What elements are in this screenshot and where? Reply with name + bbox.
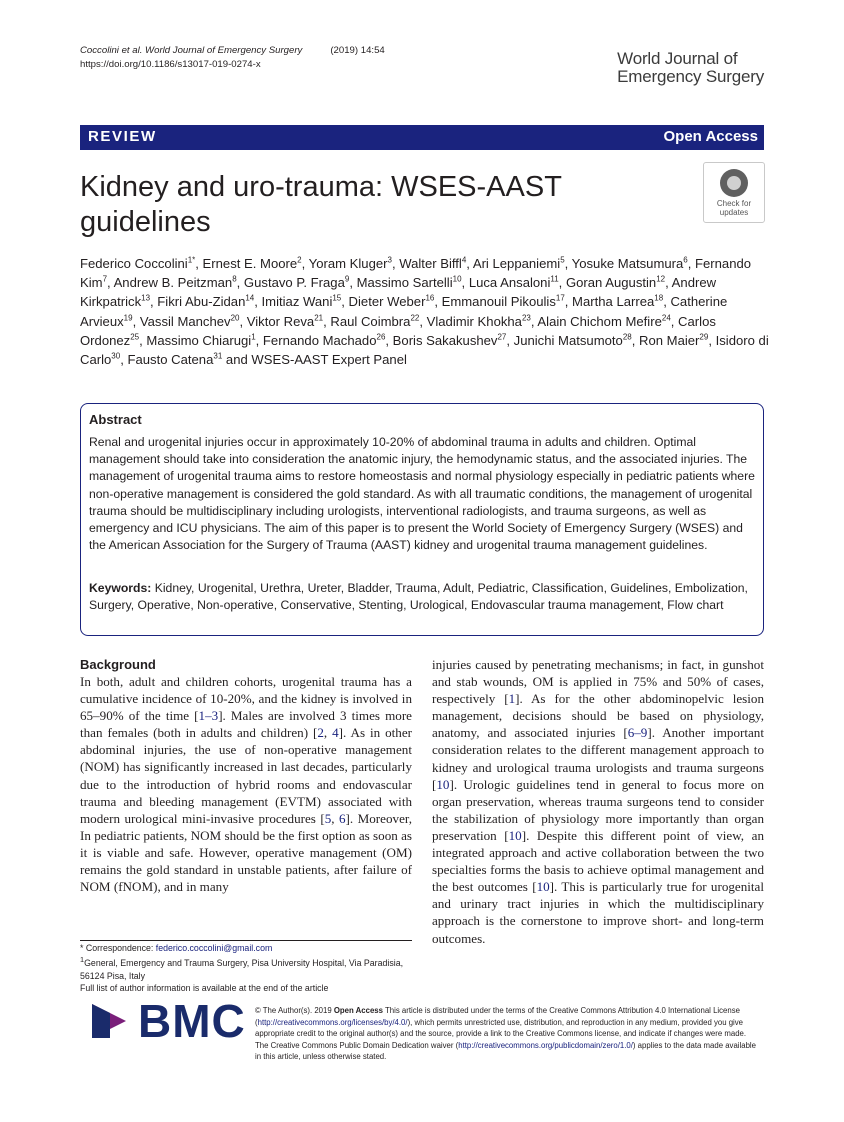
bmc-wordmark: BMC	[138, 995, 246, 1047]
bmc-mark-icon	[90, 1002, 128, 1040]
abstract-text: Renal and urogenital injuries occur in approximately 10-20% of abdominal trauma in adults and children. Optimal management should take into consideration the anatomic injury, the hemodynamic status, and the associated injuries. The management of urogenital trauma aims to restore homeostasis and normal physiology especially in pediatric patients where non-operative management is considered the gold standard. As with all traumatic conditions, the management of urogenital trauma should be multidisciplinary including urologists, interventional radiologists, and trauma surgeons, as well as emergency and ICU physicians. The aim of this paper is to present the World Society of Emergency Surgery (WSES) and the American Association for the Surgery of Trauma (AAST) kidney and urogenital trauma management guidelines.	[89, 435, 755, 553]
journal-logo-line1: World Journal of	[617, 49, 738, 68]
check-for-updates-button[interactable]	[703, 162, 765, 223]
footnote-divider	[80, 940, 412, 941]
bmc-logo	[90, 995, 246, 1047]
year-volume: (2019) 14:54	[330, 45, 385, 56]
check-updates-line1: Check for	[716, 199, 752, 208]
abstract-heading: Abstract	[89, 412, 142, 427]
open-access-label: Open Access	[663, 128, 758, 145]
body-column-right: injuries caused by penetrating mechanisms; in fact, in gunshot and stab wounds, OM is applied in 75% and 50% of cases, respectively [1]. As for the other abdominopelvic lesion management, decisions should be based on physiology, anatomy, and associated injuries [6–9]. Another important consideration relates to the different management approach to kidney and urological trauma urologists and trauma surgeons [10]. Urologic guidelines tend in general to focus more on organ preservation, whereas trauma surgeons tend to consider the stabilization of physiology more importantly than organ preservation [10]. Despite this different point of view, an integrated approach and active collaboration between the two specialties forms the basis to achieve optimal management and the best outcomes [10]. This is particularly true for urogenital and urinary tract injuries in which the multidisciplinary approach is the cornerstone to improve short- and long-term outcomes.	[432, 657, 765, 946]
citation: Coccolini et al. World Journal of Emergency Surgery	[80, 45, 303, 56]
keywords-list: Kidney, Urogenital, Urethra, Ureter, Bladder, Trauma, Adult, Pediatric, Classification, Guidelines, Embolization, Surgery, Operative, Non-operative, Conservative, Stenting, Urological, Endovascular trauma management, Flow chart	[89, 581, 748, 613]
journal-logo	[617, 50, 764, 86]
correspondence-footnote: * Correspondence: federico.coccolini@gmail.com $^1$General, Emergency and Trauma Surgery, Pisa University Hospital, Via Paradisia, 56124 Pisa, Italy Full list of author information is available at the end of the article	[80, 943, 404, 993]
article-title: Kidney and uro-trauma: WSES-AAST guidelines	[80, 171, 562, 238]
doi-link[interactable]: https://doi.org/10.1186/s13017-019-0274-x	[80, 59, 261, 70]
license-text: © The Author(s). 2019 Open Access This article is distributed under the terms of the Creative Commons Attribution 4.0 International License (http://creativecommons.org/licenses/by/4.0/), which permits unrestricted use, distribution, and reproduction in any medium, provided you give appropriate credit to the original author(s) and the source, provide a link to the Creative Commons license, and indicate if changes were made. The Creative Commons Public Domain Dedication waiver (http://creativecommons.org/publicdomain/zero/1.0/) applies to the data made available in this article, unless otherwise stated.	[255, 1006, 756, 1062]
article-type: REVIEW	[88, 128, 157, 145]
author-list: Federico Coccolini$^{1*}$, Ernest E. Moore$^2$, Yoram Kluger$^3$, Walter Biffl$^4$, Ari Leppaniemi$^5$, Yosuke Matsumura$^6$, Fernando Kim$^7$, Andrew B. Peitzman$^8$, Gustavo P. Fraga$^9$, Massimo Sartelli$^{10}$, Luca Ansaloni$^{11}$, Goran Augustin$^{12}$, Andrew Kirkpatrick$^{13}$, Fikri Abu-Zidan$^{14}$, Imitiaz Wani$^{15}$, Dieter Weber$^{16}$, Emmanouil Pikoulis$^{17}$, Martha Larrea$^{18}$, Catherine Arvieux$^{19}$, Vassil Manchev$^{20}$, Viktor Reva$^{21}$, Raul Coimbra$^{22}$, Vladimir Khokha$^{23}$, Alain Chichom Mefire$^{24}$, Carlos Ordonez$^{25}$, Massimo Chiarugi$^1$, Fernando Machado$^{26}$, Boris Sakakushev$^{27}$, Junichi Matsumoto$^{28}$, Ron Maier$^{29}$, Isidoro di Carlo$^{30}$, Fausto Catena$^{31}$ and WSES-AAST Expert Panel	[80, 255, 769, 368]
check-updates-line2: updates	[719, 208, 749, 217]
check-for-updates-label	[704, 199, 764, 217]
journal-logo-line2: Emergency Surgery	[617, 67, 764, 86]
paragraph-left: In both, adult and children cohorts, urogenital trauma has a cumulative incidence of 10-20%, and the kidney is involved in 65–90% of the time [1–3]. Males are involved 3 times more than females (both in adults and children) [2, 4]. As in other abdominal injuries, the use of non-operative management (NOM) has significantly increased in last decades, particularly due to the introduction of hybrid rooms and endovascular trauma and bleeding management (EVTM) associated with modern urological mini-invasive procedures [5, 6]. Moreover, In pediatric patients, NOM should be the first option as soon as it is viable and safe. However, operative management (OM) remains the gold standard in unstable patients, after failure of NOM (fNOM), and in many	[80, 674, 413, 895]
keywords	[89, 580, 757, 614]
section-heading-background: Background	[80, 657, 156, 672]
header-meta	[80, 44, 385, 72]
body-column-left	[80, 656, 412, 895]
crossmark-icon	[720, 169, 748, 197]
article-type-banner	[80, 125, 764, 150]
keywords-label: Keywords:	[89, 581, 152, 595]
abstract-box	[80, 403, 764, 636]
